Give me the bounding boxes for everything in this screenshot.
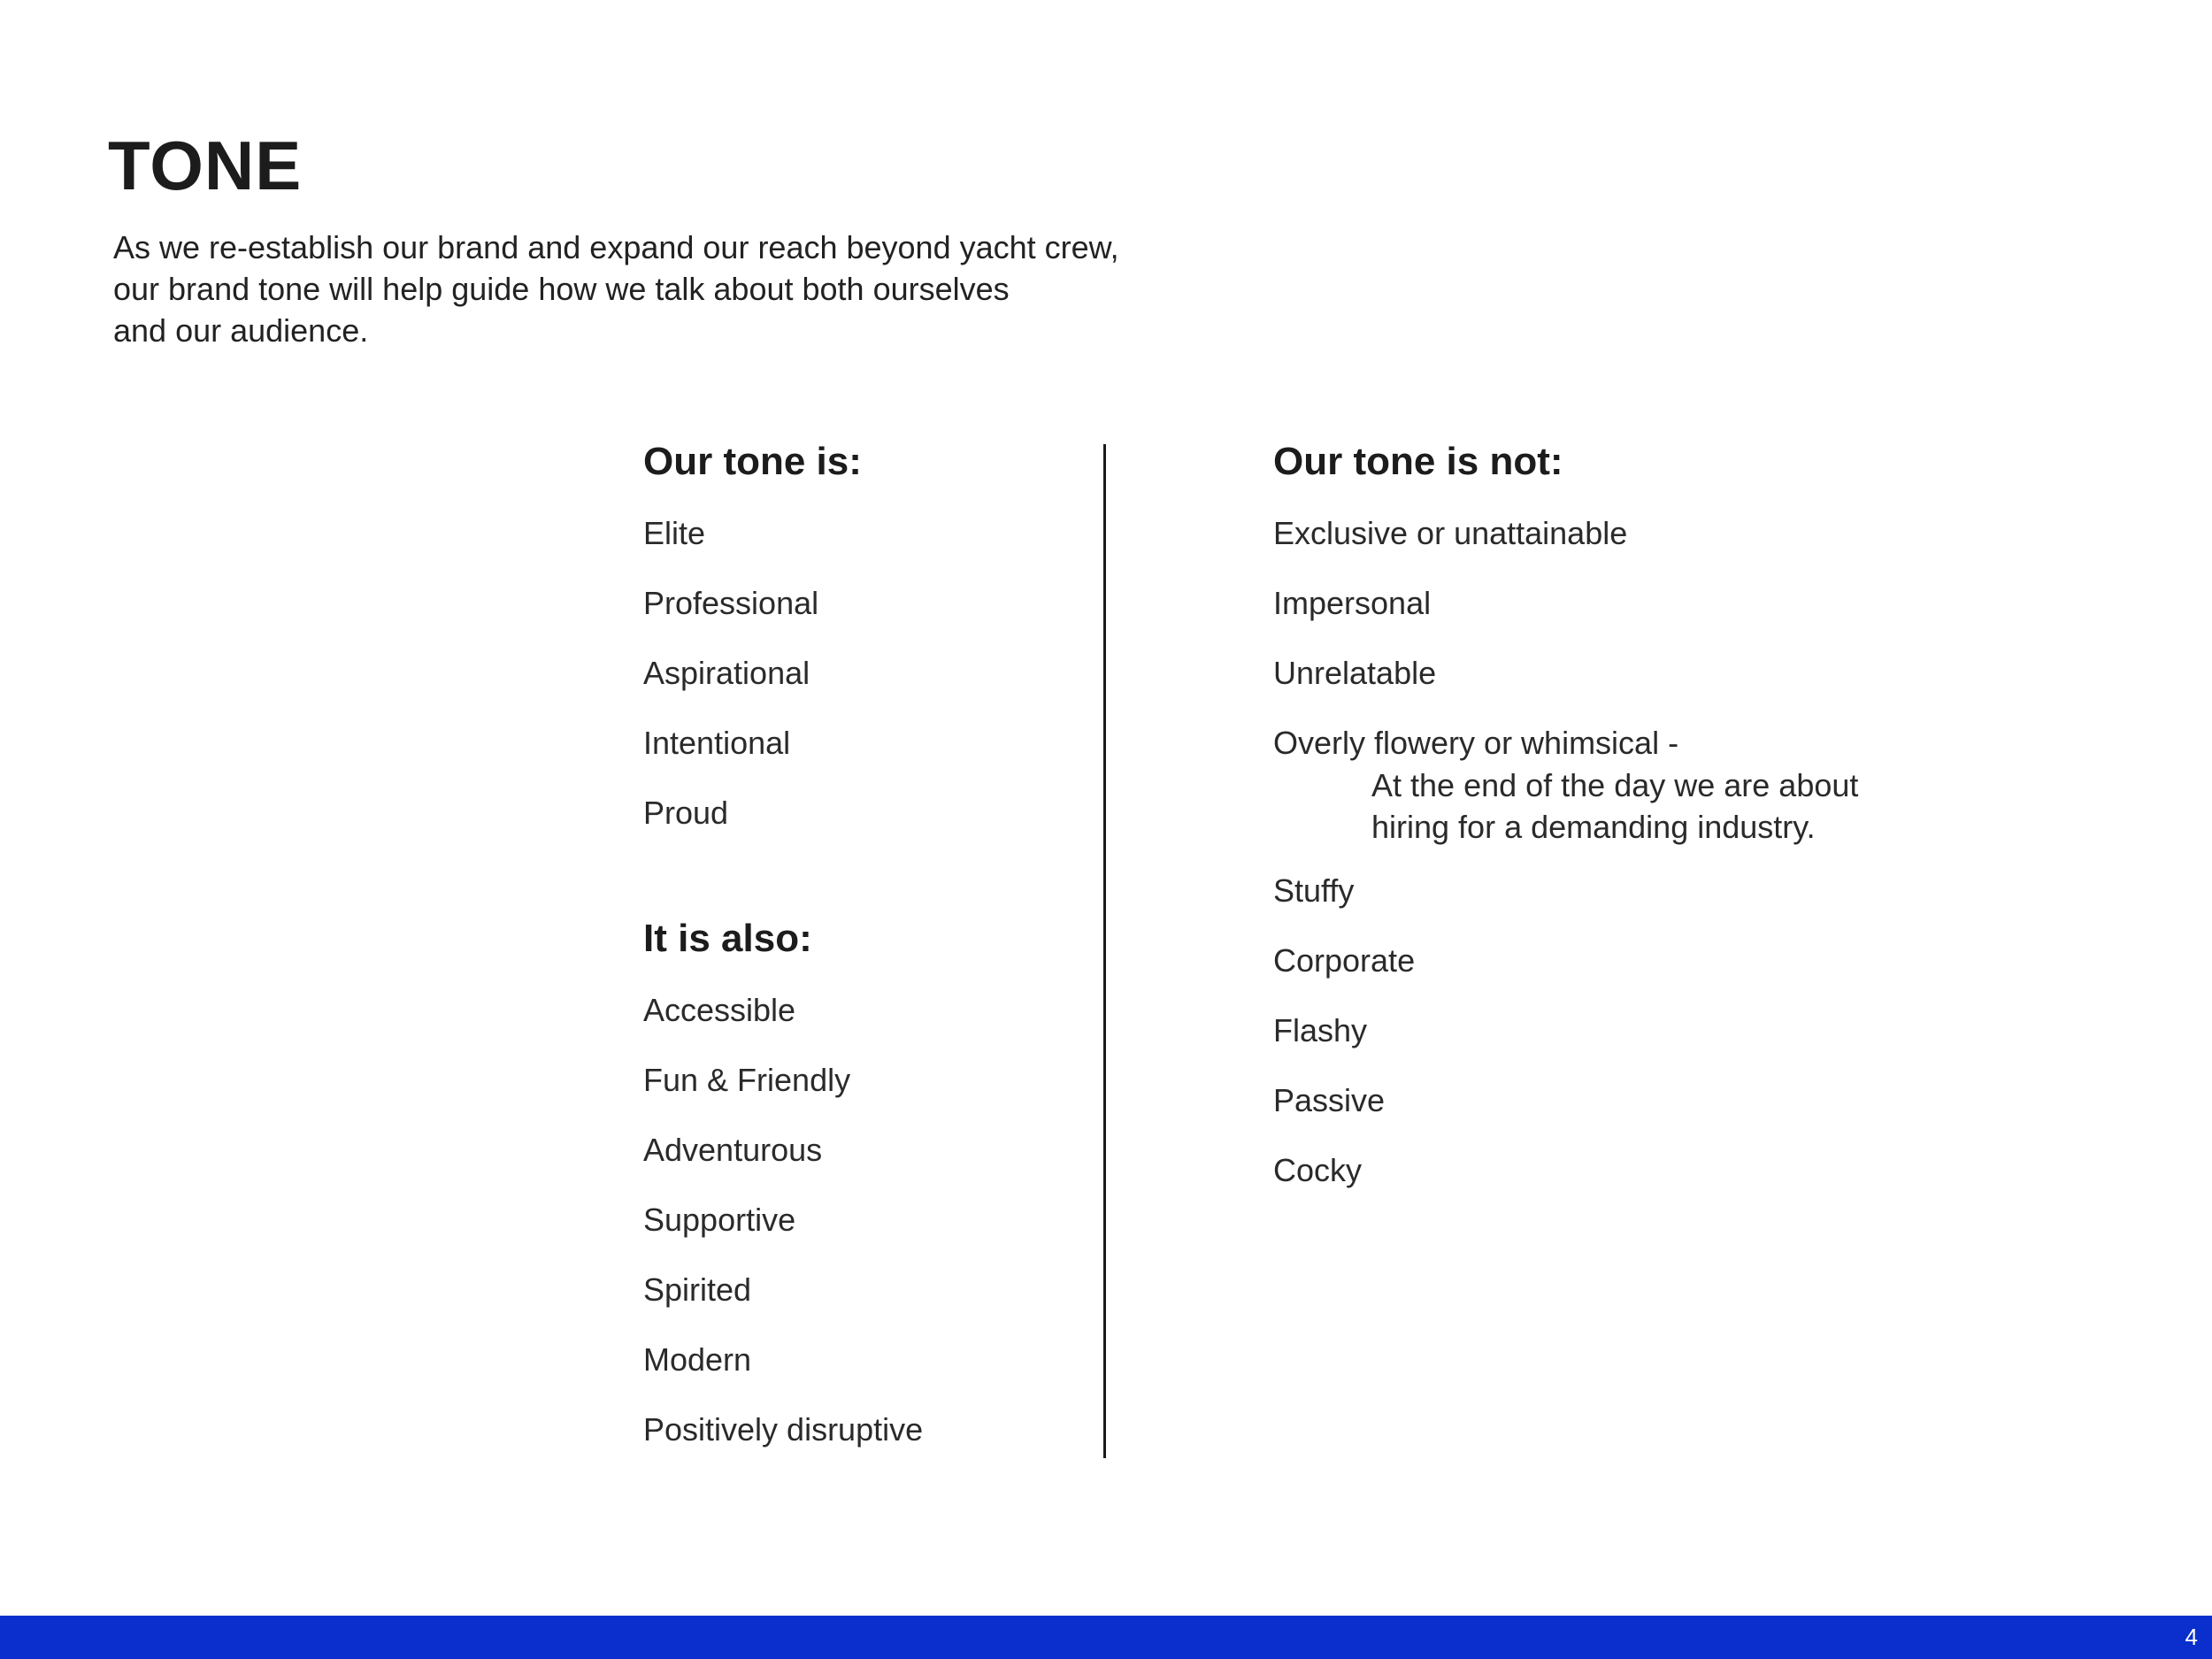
also-list <box>643 975 1086 1464</box>
list-item: Stuffy <box>1273 872 1355 909</box>
list-item: Passive <box>1273 1082 1386 1118</box>
intro-line: our brand tone will help guide how we talk about both ourselves <box>113 271 1010 307</box>
page-number: 4 <box>2185 1624 2198 1650</box>
list-item: Proud <box>643 795 729 831</box>
intro-paragraph <box>113 227 1219 351</box>
list-item: Flashy <box>1273 1012 1368 1048</box>
list-item: Intentional <box>643 725 791 761</box>
list-item: Exclusive or unattainable <box>1273 515 1628 551</box>
note-line: hiring for a demanding industry. <box>1371 809 1816 845</box>
tone-is-heading: Our tone is: <box>643 440 862 483</box>
list-item: Corporate <box>1273 942 1416 979</box>
list-item: Spirited <box>643 1271 752 1308</box>
tone-is-column <box>643 435 1086 1464</box>
list-item: Supportive <box>643 1202 796 1238</box>
column-divider <box>1103 444 1106 1458</box>
footer-bar <box>0 1616 2212 1659</box>
list-item: Professional <box>643 585 819 621</box>
list-item: Accessible <box>643 992 796 1028</box>
also-heading: It is also: <box>643 917 812 960</box>
list-item: Overly flowery or whimsical - <box>1273 725 1679 761</box>
page-title: TONE <box>108 127 303 204</box>
list-item: Elite <box>643 515 706 551</box>
list-item: Adventurous <box>643 1132 823 1168</box>
tone-is-not-heading: Our tone is not: <box>1273 440 1563 483</box>
list-item: Fun & Friendly <box>643 1062 851 1098</box>
list-item: Cocky <box>1273 1152 1363 1188</box>
list-item: Positively disruptive <box>643 1411 924 1448</box>
list-item: Aspirational <box>643 655 810 691</box>
intro-line: As we re-establish our brand and expand our reach beyond yacht crew, <box>113 229 1119 265</box>
note-line: At the end of the day we are about <box>1371 767 1859 803</box>
tone-is-not-list <box>1273 498 1981 778</box>
tone-note <box>1273 764 1981 848</box>
list-item: Impersonal <box>1273 585 1432 621</box>
intro-line: and our audience. <box>113 312 369 349</box>
list-item: Unrelatable <box>1273 655 1437 691</box>
tone-is-not-column <box>1273 435 1981 1205</box>
tone-is-list <box>643 498 1086 848</box>
list-item: Modern <box>643 1341 752 1378</box>
tone-is-not-list-continued <box>1273 856 1981 1205</box>
